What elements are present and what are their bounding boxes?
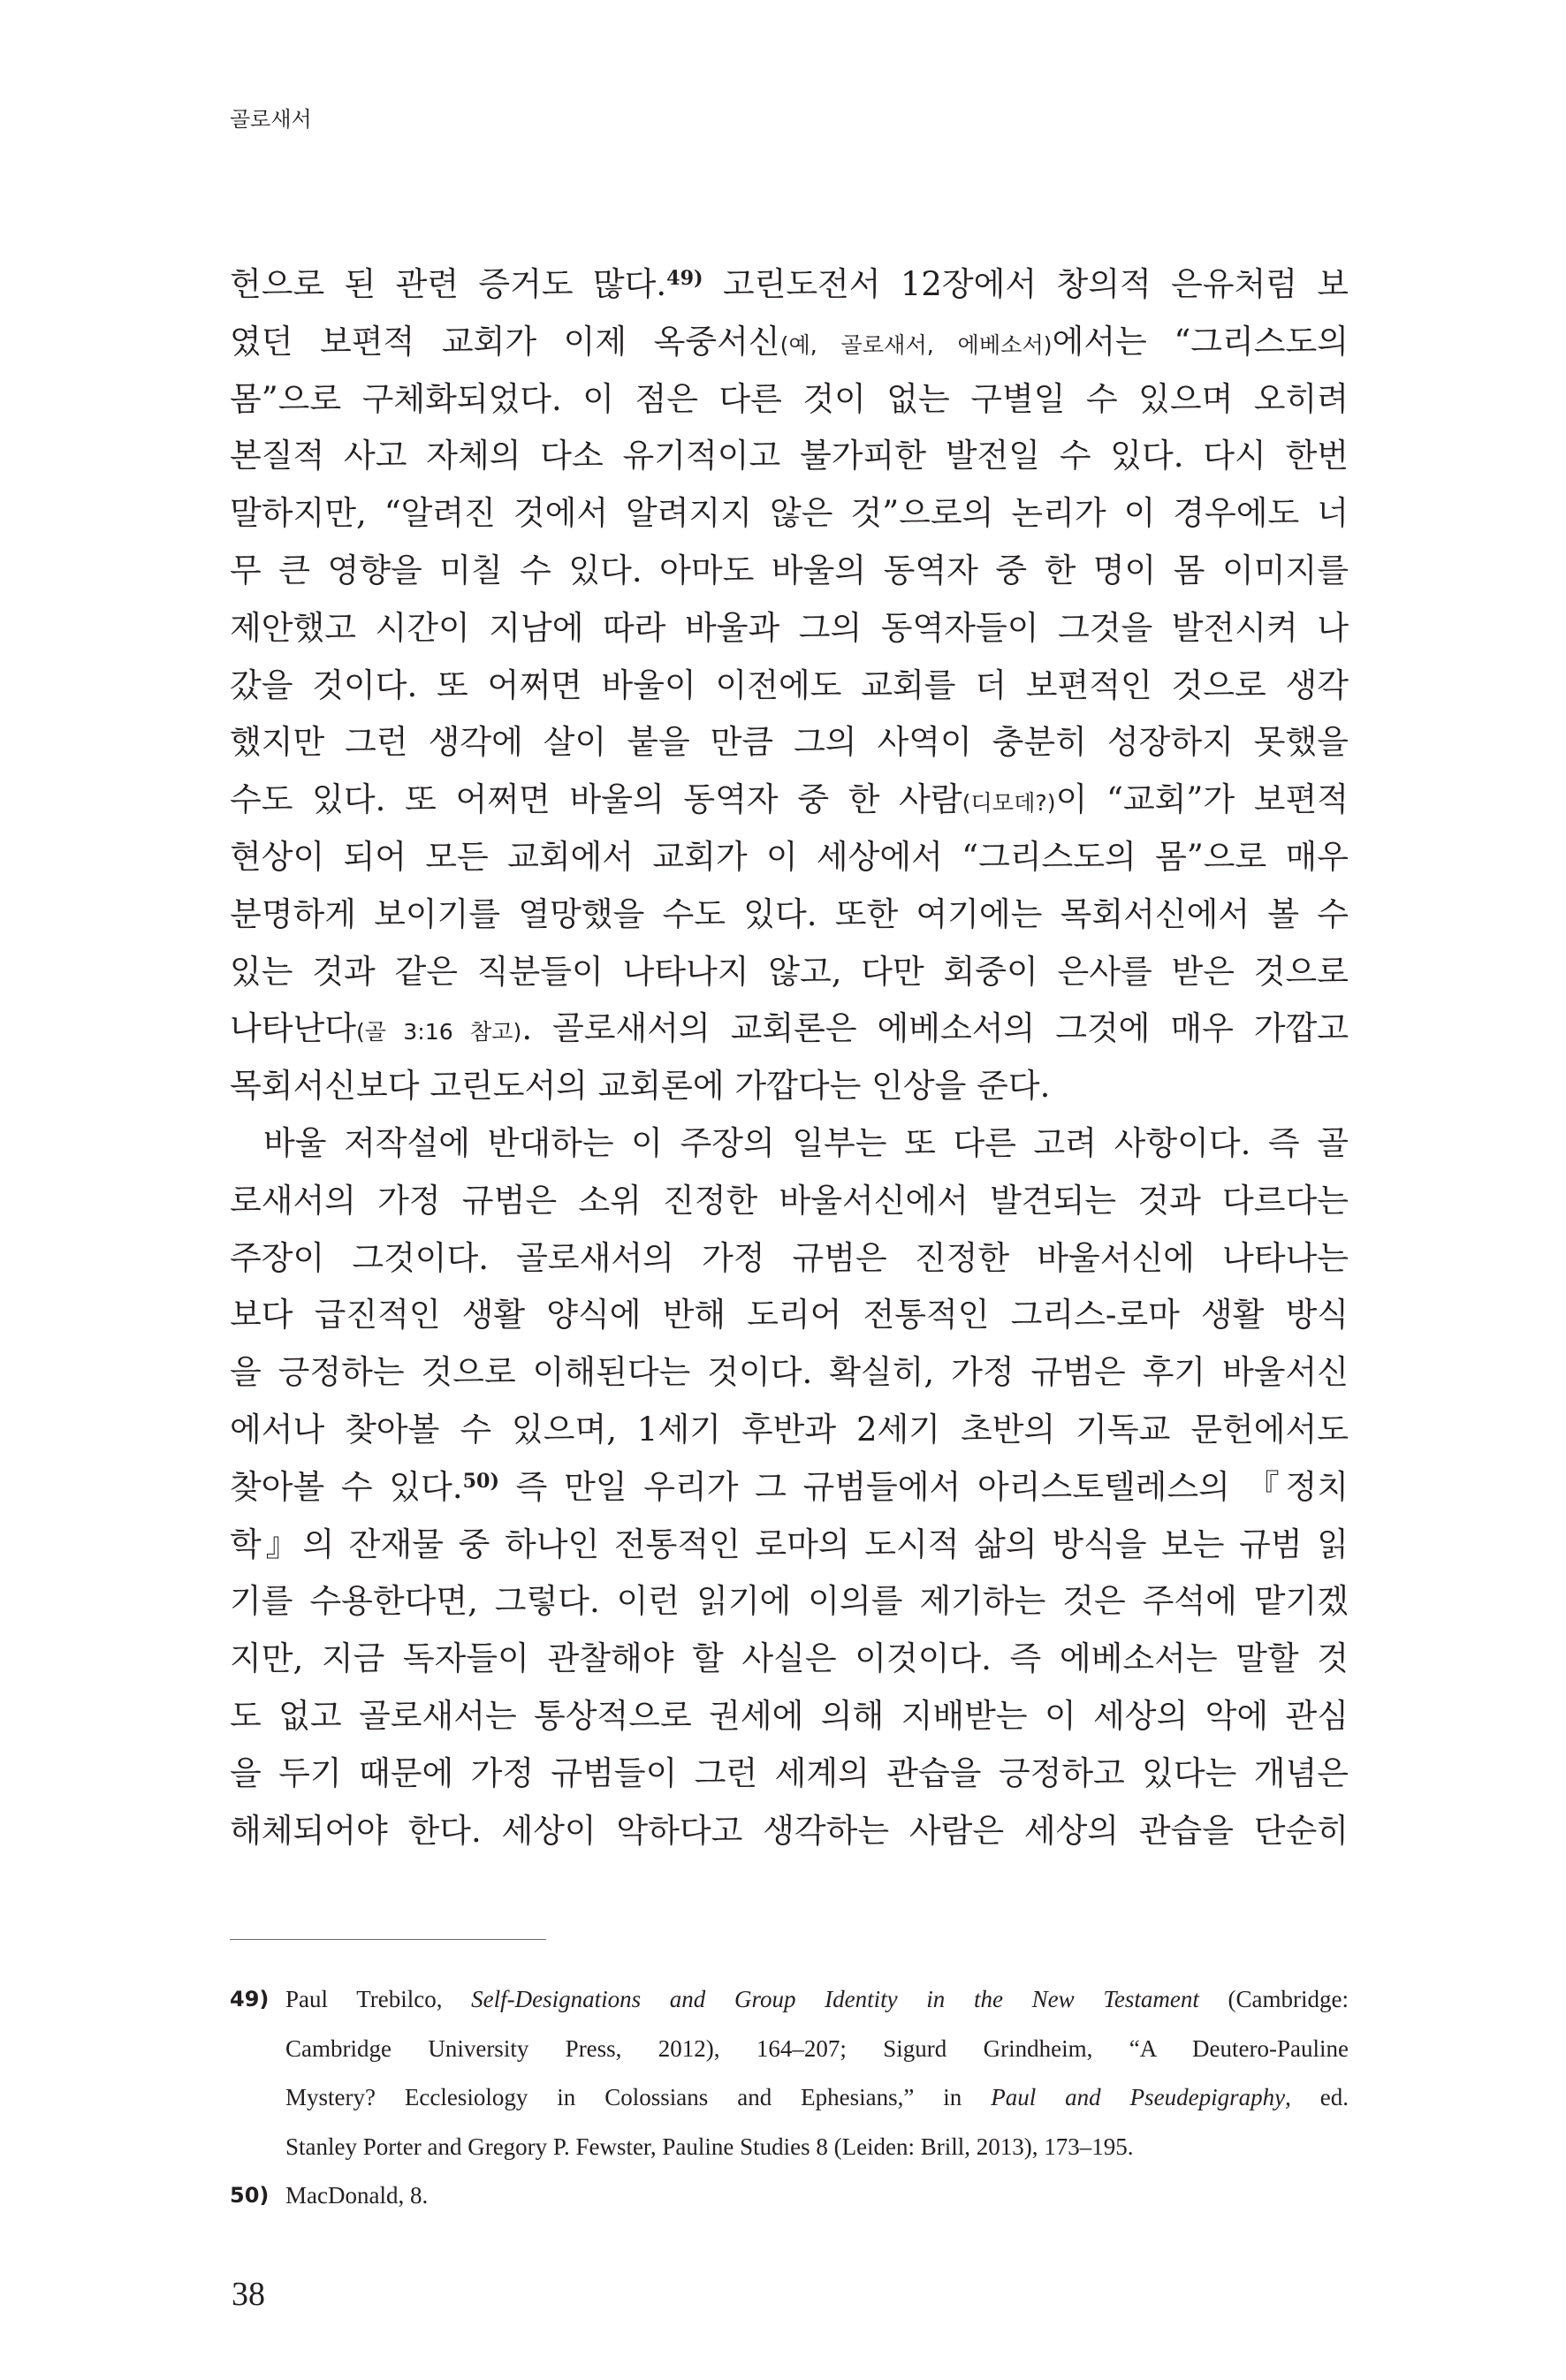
body-line bbox=[230, 543, 1349, 600]
body-line bbox=[230, 600, 1349, 658]
text-run: 보다 급진적인 생활 양식에 반해 도리어 전통적인 그리스-로마 생활 방식 bbox=[230, 1296, 1349, 1334]
text-run: 헌으로 된 관련 증거도 많다. bbox=[230, 265, 667, 303]
text-run: , ed. bbox=[1285, 2084, 1349, 2110]
text-run: 을 두기 때문에 가정 규범들이 그런 세계의 관습을 긍정하고 있다는 개념은 bbox=[230, 1753, 1349, 1792]
text-run: 했지만 그런 생각에 살이 붙을 만큼 그의 사역이 충분히 성장하지 못했을 bbox=[230, 723, 1349, 762]
body-line bbox=[230, 1517, 1349, 1574]
body-line bbox=[230, 485, 1349, 543]
inline-citation: (골 3:16 참고) bbox=[355, 1019, 522, 1046]
text-run: 갔을 것이다. 또 어쩌면 바울이 이전에도 교회를 더 보편적인 것으로 생각 bbox=[230, 665, 1349, 704]
body-line bbox=[230, 256, 1349, 314]
text-run: MacDonald, 8. bbox=[285, 2182, 429, 2209]
paragraph bbox=[230, 256, 1349, 1115]
body-line bbox=[230, 1631, 1349, 1688]
inline-citation: (예, 골로새서, 에베소서) bbox=[779, 331, 1053, 358]
footnote-marker: 50) bbox=[230, 2183, 270, 2208]
footnote-reference: 49) bbox=[666, 266, 703, 290]
text-run: 목회서신보다 고린도서의 교회론에 가깝다는 인상을 준다. bbox=[230, 1067, 1051, 1106]
footnote-line bbox=[285, 2025, 1349, 2074]
footnote-line bbox=[285, 1975, 1349, 2025]
page-number: 38 bbox=[232, 2276, 265, 2313]
footnote-rule bbox=[230, 1939, 546, 1940]
body-line bbox=[230, 1402, 1349, 1459]
text-run: 을 긍정하는 것으로 이해된다는 것이다. 확실히, 가정 규범은 후기 바울서신 bbox=[230, 1353, 1349, 1392]
body-line bbox=[230, 1344, 1349, 1402]
footnote-line bbox=[285, 2073, 1349, 2123]
text-run: 도 없고 골로새서는 통상적으로 권세에 의해 지배받는 이 세상의 악에 관심 bbox=[230, 1696, 1349, 1735]
text-run: 에서나 찾아볼 수 있으며, 1세기 후반과 2세기 초반의 기독교 문헌에서도 bbox=[230, 1410, 1349, 1449]
footnotes bbox=[230, 1975, 1349, 2221]
running-head: 골로새서 bbox=[230, 107, 312, 132]
italic-title: Self-Designations and Group Identity in the New Testament bbox=[471, 1986, 1199, 2012]
text-run: Paul Trebilco, bbox=[285, 1986, 472, 2012]
inline-citation: (디모데?) bbox=[962, 790, 1056, 817]
body-line bbox=[230, 1573, 1349, 1631]
text-run: 에서는 “그리스도의 bbox=[1052, 322, 1349, 361]
text-run: 지만, 지금 독자들이 관찰해야 할 사실은 이것이다. 즉 에베소서는 말할 것 bbox=[230, 1639, 1349, 1678]
text-run: Cambridge University Press, 2012), 164–207; Sigurd Grindheim, “A Deutero-Pauline bbox=[285, 2034, 1349, 2062]
body-line bbox=[230, 658, 1349, 715]
text-run: (Cambridge: bbox=[1198, 1986, 1349, 2012]
text-run: 기를 수용한다면, 그렇다. 이런 읽기에 이의를 제기하는 것은 주석에 맡기겠 bbox=[230, 1582, 1349, 1621]
text-run: 주장이 그것이다. 골로새서의 가정 규범은 진정한 바울서신에 나타나는 bbox=[230, 1238, 1349, 1277]
text-run: . 골로새서의 교회론은 에베소서의 그것에 매우 가깝고 bbox=[521, 1009, 1349, 1048]
text-run: 본질적 사고 자체의 다소 유기적이고 불가피한 발전일 수 있다. 다시 한번 bbox=[230, 437, 1349, 475]
text-run: 찾아볼 수 있다. bbox=[230, 1467, 463, 1506]
text-run: 무 큰 영향을 미칠 수 있다. 아마도 바울의 동역자 중 한 명이 몸 이미지를 bbox=[230, 551, 1349, 589]
text-run: 로새서의 가정 규범은 소위 진정한 바울서신에서 발견되는 것과 다르다는 bbox=[230, 1181, 1349, 1220]
body-line bbox=[230, 1230, 1349, 1288]
body-line bbox=[230, 1000, 1349, 1058]
body-line bbox=[230, 829, 1349, 886]
body-line bbox=[230, 1745, 1349, 1803]
footnote-marker: 49) bbox=[230, 1987, 270, 2011]
footnote-line bbox=[285, 2123, 1349, 2172]
body-line bbox=[230, 371, 1349, 429]
text-run: 학』의 잔재물 중 하나인 전통적인 로마의 도시적 삶의 방식을 보는 규범 읽 bbox=[230, 1525, 1349, 1563]
footnote-line bbox=[285, 2171, 1349, 2221]
text-run: 바울 저작설에 반대하는 이 주장의 일부는 또 다른 고려 사항이다. 즉 골 bbox=[263, 1123, 1349, 1162]
paragraph bbox=[230, 1115, 1349, 1859]
text-run: 분명하게 보이기를 열망했을 수도 있다. 또한 여기에는 목회서신에서 볼 수 bbox=[230, 894, 1349, 933]
text-run: 즉 만일 우리가 그 규범들에서 아리스토텔레스의 『정치 bbox=[498, 1467, 1349, 1506]
text-run: 몸”으로 구체화되었다. 이 점은 다른 것이 없는 구별일 수 있으며 오히려 bbox=[230, 379, 1349, 418]
body-line bbox=[230, 886, 1349, 944]
text-run: 말하지만, “알려진 것에서 알려지지 않은 것”으로의 논리가 이 경우에도 너 bbox=[230, 494, 1349, 533]
body-line bbox=[230, 314, 1349, 371]
body-line bbox=[230, 772, 1349, 829]
text-run: Mystery? Ecclesiology in Colossians and Ephesians,” in bbox=[285, 2084, 992, 2110]
text-run: 해체되어야 한다. 세상이 악하다고 생각하는 사람은 세상의 관습을 단순히 bbox=[230, 1811, 1349, 1850]
body-line bbox=[230, 944, 1349, 1001]
body-line bbox=[230, 428, 1349, 485]
italic-title: Paul and Pseudepigraphy bbox=[991, 2084, 1286, 2110]
text-run: 고린도전서 12장에서 창의적 은유처럼 보 bbox=[703, 265, 1349, 303]
footnote-reference: 50) bbox=[462, 1469, 499, 1493]
body-line bbox=[230, 1688, 1349, 1745]
text-run: 현상이 되어 모든 교회에서 교회가 이 세상에서 “그리스도의 몸”으로 매우 bbox=[230, 837, 1349, 876]
body-line bbox=[230, 714, 1349, 772]
text-run: 있는 것과 같은 직분들이 나타나지 않고, 다만 회중이 은사를 받은 것으로 bbox=[230, 952, 1349, 991]
text-run: 나타난다 bbox=[230, 1009, 356, 1048]
text-run: 였던 보편적 교회가 이제 옥중서신 bbox=[230, 322, 780, 361]
body-line bbox=[230, 1287, 1349, 1344]
footnote bbox=[230, 2171, 1349, 2221]
footnote bbox=[230, 1975, 1349, 2171]
body-line bbox=[230, 1459, 1349, 1517]
text-run: 이 “교회”가 보편적 bbox=[1055, 780, 1349, 819]
body-line bbox=[230, 1115, 1349, 1173]
body-line bbox=[230, 1803, 1349, 1860]
text-run: 제안했고 시간이 지남에 따라 바울과 그의 동역자들이 그것을 발전시켜 나 bbox=[230, 608, 1349, 647]
text-run: Stanley Porter and Gregory P. Fewster, Pauline Studies 8 (Leiden: Brill, 2013), 173–195. bbox=[285, 2133, 1134, 2160]
text-run: 수도 있다. 또 어쩌면 바울의 동역자 중 한 사람 bbox=[230, 780, 962, 819]
body-line bbox=[230, 1058, 1349, 1115]
body-line bbox=[230, 1173, 1349, 1230]
body-text bbox=[230, 256, 1349, 1859]
